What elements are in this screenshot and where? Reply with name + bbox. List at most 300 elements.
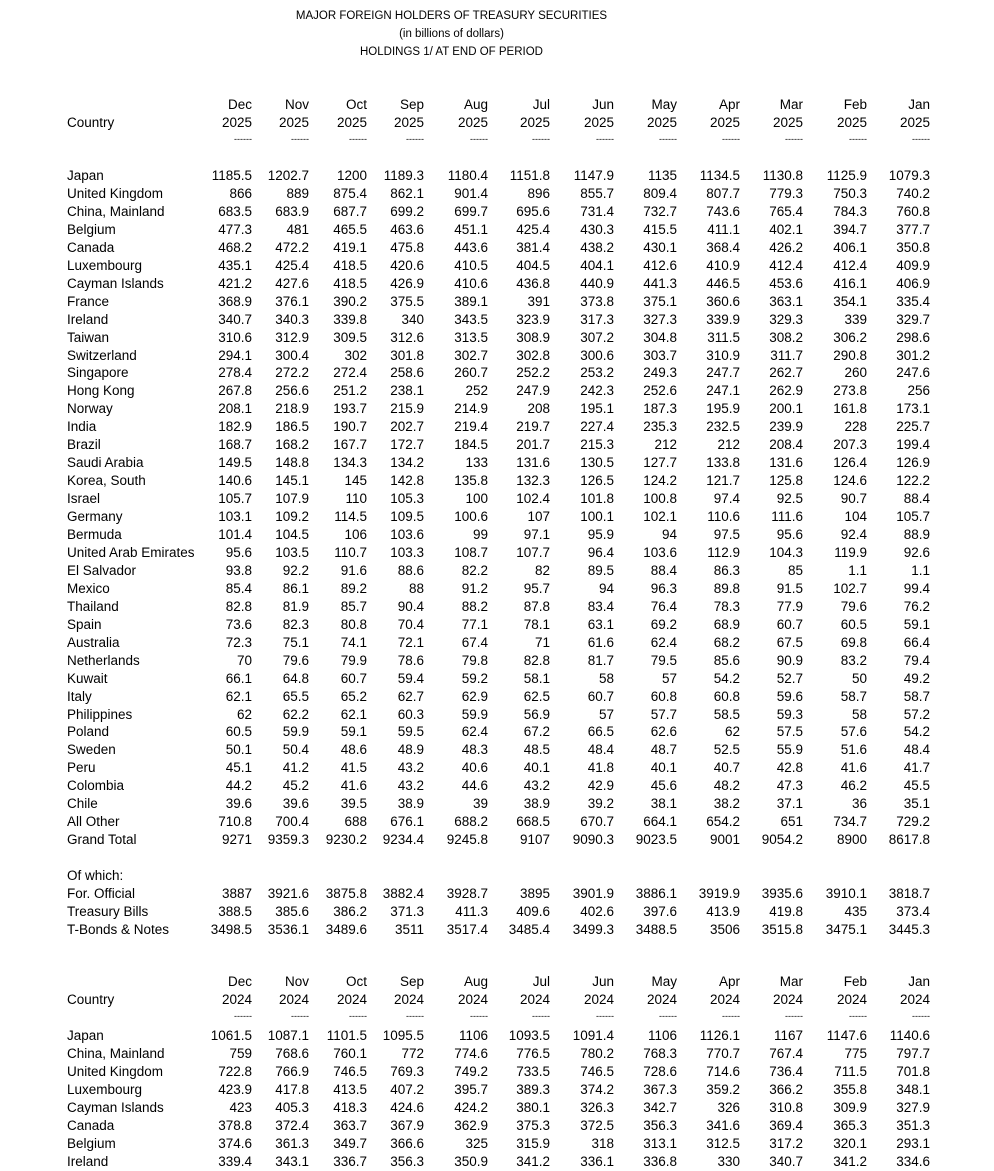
value-cell: 695.6 bbox=[516, 203, 550, 219]
value-cell: 59.3 bbox=[776, 706, 803, 722]
value-cell: 3485.4 bbox=[508, 921, 550, 937]
holder-category: For. Official bbox=[67, 886, 136, 901]
value-cell: 59.9 bbox=[282, 724, 309, 740]
table-row bbox=[0, 1081, 994, 1099]
value-cell: 89.2 bbox=[340, 580, 367, 596]
value-cell: 273.8 bbox=[833, 383, 867, 399]
of-which-row bbox=[0, 921, 994, 939]
value-cell: 52.7 bbox=[776, 670, 803, 686]
value-cell: 103.1 bbox=[218, 509, 252, 525]
value-cell: 369.4 bbox=[769, 1117, 803, 1133]
value-cell: 3901.9 bbox=[572, 886, 614, 901]
value-cell: 1151.8 bbox=[509, 168, 550, 183]
column-month: Oct bbox=[345, 974, 367, 989]
value-cell: 219.7 bbox=[516, 419, 550, 435]
column-year: 2024 bbox=[583, 992, 614, 1007]
table-row bbox=[0, 436, 994, 454]
value-cell: 278.4 bbox=[218, 365, 252, 381]
value-cell: 100.6 bbox=[454, 509, 488, 525]
value-cell: 750.3 bbox=[833, 185, 867, 201]
value-cell: 88.4 bbox=[903, 491, 930, 507]
value-cell: 252 bbox=[465, 383, 488, 399]
value-cell: 82 bbox=[534, 562, 550, 578]
value-cell: 1180.4 bbox=[447, 168, 488, 183]
value-cell: 438.2 bbox=[580, 239, 614, 255]
value-cell: 390.2 bbox=[333, 293, 367, 309]
value-cell: 69.2 bbox=[650, 616, 677, 632]
column-month: Apr bbox=[718, 974, 740, 989]
value-cell: 63.1 bbox=[587, 616, 614, 632]
value-cell: 760.8 bbox=[896, 203, 930, 219]
value-cell: 101.8 bbox=[580, 491, 614, 507]
value-cell: 88.2 bbox=[461, 598, 488, 614]
value-cell: 475.8 bbox=[390, 239, 424, 255]
value-cell: 215.9 bbox=[390, 401, 424, 417]
value-cell: 182.9 bbox=[218, 419, 252, 435]
value-cell: 3489.6 bbox=[325, 921, 367, 937]
value-cell: 94 bbox=[598, 580, 614, 596]
table-row bbox=[0, 723, 994, 741]
value-cell: 310.9 bbox=[706, 347, 740, 363]
value-cell: 48.4 bbox=[903, 742, 930, 758]
value-cell: 65.5 bbox=[282, 688, 309, 704]
value-cell: 208 bbox=[527, 401, 550, 417]
value-cell: 303.7 bbox=[643, 347, 677, 363]
value-cell: 339.4 bbox=[218, 1153, 252, 1169]
value-cell: 103.6 bbox=[643, 544, 677, 560]
table-row bbox=[0, 508, 994, 526]
value-cell: 311.7 bbox=[770, 347, 803, 363]
value-cell: 62.5 bbox=[523, 688, 550, 704]
value-cell: 3875.8 bbox=[325, 886, 367, 901]
value-cell: 56.9 bbox=[523, 706, 550, 722]
value-cell: 71 bbox=[534, 634, 550, 650]
value-cell: 65.2 bbox=[340, 688, 367, 704]
value-cell: 423 bbox=[229, 1099, 252, 1115]
value-cell: 119.9 bbox=[834, 544, 867, 560]
value-cell: 423.9 bbox=[218, 1081, 252, 1097]
country-name: Bermuda bbox=[67, 527, 122, 542]
table-row bbox=[0, 688, 994, 706]
value-cell: 300.6 bbox=[580, 347, 614, 363]
value-cell: 325 bbox=[465, 1135, 488, 1151]
value-cell: 699.7 bbox=[454, 203, 488, 219]
value-cell: 39 bbox=[472, 796, 488, 812]
value-cell: 70 bbox=[236, 652, 252, 668]
value-cell: 218.9 bbox=[275, 401, 309, 417]
value-cell: 1126.1 bbox=[699, 1028, 740, 1043]
value-cell: 318 bbox=[591, 1135, 614, 1151]
value-cell: 58.5 bbox=[713, 706, 740, 722]
value-cell: 341.2 bbox=[833, 1153, 867, 1169]
value-cell: 774.6 bbox=[454, 1045, 488, 1061]
value-cell: 228 bbox=[844, 419, 867, 435]
value-cell: 145.1 bbox=[275, 473, 309, 489]
table-row bbox=[0, 544, 994, 562]
value-cell: 356.3 bbox=[390, 1153, 424, 1169]
value-cell: 133.8 bbox=[706, 455, 740, 471]
country-name: Taiwan bbox=[67, 329, 110, 345]
value-cell: 48.3 bbox=[461, 742, 488, 758]
value-cell: 66.1 bbox=[225, 670, 252, 686]
value-cell: 49.2 bbox=[903, 670, 930, 686]
value-cell: 381.4 bbox=[516, 239, 550, 255]
value-cell: 412.4 bbox=[769, 257, 803, 273]
table-row bbox=[0, 1099, 994, 1117]
value-cell: 759 bbox=[229, 1045, 252, 1061]
value-cell: 411.1 bbox=[707, 221, 740, 237]
value-cell: 683.9 bbox=[275, 203, 309, 219]
value-cell: 1189.3 bbox=[383, 168, 424, 183]
value-cell: 100.8 bbox=[643, 491, 677, 507]
value-cell: 195.9 bbox=[706, 401, 740, 417]
value-cell: 251.2 bbox=[333, 383, 367, 399]
value-cell: 78.3 bbox=[713, 598, 740, 614]
value-cell: 97.1 bbox=[523, 527, 550, 542]
value-cell: 232.5 bbox=[706, 419, 740, 435]
country-name: India bbox=[67, 419, 97, 435]
value-cell: 57.2 bbox=[903, 706, 930, 722]
value-cell: 807.7 bbox=[706, 185, 740, 201]
column-underline: ------ bbox=[912, 1011, 930, 1021]
value-cell: 114.5 bbox=[334, 509, 367, 525]
value-cell: 208.4 bbox=[769, 437, 803, 453]
column-year: 2025 bbox=[583, 115, 614, 130]
value-cell: 1135 bbox=[647, 168, 677, 183]
value-cell: 43.2 bbox=[397, 778, 424, 794]
table-row bbox=[0, 275, 994, 293]
value-cell: 73.6 bbox=[225, 616, 252, 632]
value-cell: 373.8 bbox=[580, 293, 614, 309]
value-cell: 135.8 bbox=[454, 473, 488, 489]
value-cell: 1087.1 bbox=[267, 1028, 309, 1043]
table-row bbox=[0, 759, 994, 777]
value-cell: 317.3 bbox=[580, 311, 614, 327]
country-name: Chile bbox=[67, 796, 98, 812]
value-cell: 125.8 bbox=[769, 473, 803, 489]
value-cell: 365.3 bbox=[833, 1117, 867, 1133]
value-cell: 75.1 bbox=[282, 634, 309, 650]
column-year: 2024 bbox=[393, 992, 424, 1007]
value-cell: 79.5 bbox=[650, 652, 677, 668]
value-cell: 55.9 bbox=[776, 742, 803, 758]
country-name: Switzerland bbox=[67, 347, 137, 363]
value-cell: 60.7 bbox=[776, 616, 803, 632]
value-cell: 57.7 bbox=[650, 706, 677, 722]
value-cell: 327.9 bbox=[896, 1099, 930, 1115]
column-month: Nov bbox=[284, 97, 309, 112]
report-title: MAJOR FOREIGN HOLDERS OF TREASURY SECURITIES bbox=[295, 10, 608, 22]
column-year: 2025 bbox=[899, 115, 930, 130]
country-name: Australia bbox=[67, 634, 120, 650]
value-cell: 104.5 bbox=[275, 527, 309, 542]
table-row bbox=[0, 185, 994, 203]
value-cell: 212 bbox=[717, 437, 740, 453]
value-cell: 301.2 bbox=[896, 347, 930, 363]
value-cell: 329.3 bbox=[769, 311, 803, 327]
value-cell: 443.6 bbox=[454, 239, 488, 255]
table-row bbox=[0, 257, 994, 275]
value-cell: 58 bbox=[851, 706, 867, 722]
value-cell: 430.1 bbox=[643, 239, 677, 255]
value-cell: 88.6 bbox=[397, 562, 424, 578]
value-cell: 417.8 bbox=[275, 1081, 309, 1097]
value-cell: 91.6 bbox=[340, 562, 367, 578]
value-cell: 104 bbox=[844, 509, 867, 525]
value-cell: 339.8 bbox=[333, 311, 367, 327]
value-cell: 256 bbox=[907, 383, 930, 399]
table-row bbox=[0, 795, 994, 813]
value-cell: 247.7 bbox=[706, 365, 740, 381]
column-month: Jun bbox=[592, 97, 614, 112]
value-cell: 51.6 bbox=[840, 742, 867, 758]
value-cell: 453.6 bbox=[769, 275, 803, 291]
value-cell: 50 bbox=[851, 670, 867, 686]
value-cell: 105.3 bbox=[390, 491, 424, 507]
value-cell: 306.2 bbox=[833, 329, 867, 345]
value-cell: 425.4 bbox=[516, 221, 550, 237]
country-name: United Kingdom bbox=[67, 185, 164, 201]
value-cell: 343.5 bbox=[454, 311, 488, 327]
value-cell: 463.6 bbox=[390, 221, 424, 237]
value-cell: 247.1 bbox=[706, 383, 740, 399]
value-cell: 809.4 bbox=[643, 185, 677, 201]
value-cell: 214.9 bbox=[454, 401, 488, 417]
value-cell: 420.6 bbox=[390, 257, 424, 273]
value-cell: 68.9 bbox=[713, 616, 740, 632]
value-cell: 481 bbox=[286, 221, 309, 237]
value-cell: 363.1 bbox=[769, 293, 803, 309]
value-cell: 92.2 bbox=[282, 562, 309, 578]
country-name: El Salvador bbox=[67, 562, 137, 578]
value-cell: 148.8 bbox=[275, 455, 309, 471]
value-cell: 313.1 bbox=[643, 1135, 677, 1151]
value-cell: 3919.9 bbox=[698, 886, 740, 901]
value-cell: 9271 bbox=[221, 832, 252, 848]
value-cell: 80.8 bbox=[340, 616, 367, 632]
value-cell: 111.6 bbox=[771, 509, 803, 525]
value-cell: 300.4 bbox=[275, 347, 309, 363]
value-cell: 404.1 bbox=[580, 257, 614, 273]
value-cell: 468.2 bbox=[218, 239, 252, 255]
country-name: Mexico bbox=[67, 580, 110, 596]
value-cell: 412.6 bbox=[643, 257, 677, 273]
country-name: Israel bbox=[67, 491, 101, 507]
value-cell: 784.3 bbox=[833, 203, 867, 219]
value-cell: 317.2 bbox=[769, 1135, 803, 1151]
value-cell: 184.5 bbox=[454, 437, 488, 453]
value-cell: 145 bbox=[344, 473, 367, 489]
country-name: Brazil bbox=[67, 437, 101, 453]
value-cell: 427.6 bbox=[275, 275, 309, 291]
country-name: Cayman Islands bbox=[67, 275, 164, 291]
value-cell: 78.6 bbox=[397, 652, 424, 668]
value-cell: 676.1 bbox=[390, 814, 424, 830]
table-row bbox=[0, 526, 994, 544]
value-cell: 732.7 bbox=[643, 203, 677, 219]
value-cell: 410.6 bbox=[454, 275, 488, 291]
column-month: Oct bbox=[345, 97, 367, 112]
country-name: France bbox=[67, 293, 110, 309]
value-cell: 101.4 bbox=[218, 527, 252, 542]
table-row bbox=[0, 562, 994, 580]
value-cell: 746.5 bbox=[333, 1063, 367, 1079]
value-cell: 167.7 bbox=[333, 437, 367, 453]
value-cell: 385.6 bbox=[275, 903, 309, 919]
value-cell: 766.9 bbox=[275, 1063, 309, 1079]
value-cell: 102.1 bbox=[643, 509, 677, 525]
value-cell: 743.6 bbox=[706, 203, 740, 219]
table-row bbox=[0, 167, 994, 185]
value-cell: 419.1 bbox=[333, 239, 367, 255]
country-name: Ireland bbox=[67, 1153, 109, 1169]
value-cell: 413.5 bbox=[333, 1081, 367, 1097]
table-row bbox=[0, 1117, 994, 1135]
country-name: China, Mainland bbox=[67, 1045, 165, 1061]
table-row bbox=[0, 221, 994, 239]
country-name: All Other bbox=[67, 814, 120, 830]
value-cell: 374.6 bbox=[218, 1135, 252, 1151]
value-cell: 260 bbox=[844, 365, 867, 381]
value-cell: 769.3 bbox=[390, 1063, 424, 1079]
country-name: Canada bbox=[67, 1117, 115, 1133]
value-cell: 41.7 bbox=[903, 760, 930, 776]
value-cell: 186.5 bbox=[275, 419, 309, 435]
value-cell: 83.4 bbox=[587, 598, 614, 614]
country-name: Kuwait bbox=[67, 670, 108, 686]
value-cell: 60.8 bbox=[713, 688, 740, 704]
value-cell: 110 bbox=[345, 491, 367, 507]
value-cell: 356.3 bbox=[643, 1117, 677, 1133]
value-cell: 193.7 bbox=[333, 401, 367, 417]
value-cell: 122.2 bbox=[896, 473, 930, 489]
value-cell: 1093.5 bbox=[508, 1028, 550, 1043]
table-row bbox=[0, 634, 994, 652]
column-month: Jul bbox=[532, 97, 550, 112]
table-row bbox=[0, 382, 994, 400]
value-cell: 3498.5 bbox=[210, 921, 252, 937]
value-cell: 219.4 bbox=[454, 419, 488, 435]
country-name: Hong Kong bbox=[67, 383, 135, 399]
value-cell: 102.4 bbox=[516, 491, 550, 507]
value-cell: 409.6 bbox=[516, 903, 550, 919]
value-cell: 76.4 bbox=[650, 598, 677, 614]
country-name: Saudi Arabia bbox=[67, 455, 144, 471]
value-cell: 348.1 bbox=[896, 1081, 930, 1097]
column-year: 2025 bbox=[519, 115, 550, 130]
value-cell: 355.8 bbox=[833, 1081, 867, 1097]
country-name: Germany bbox=[67, 509, 123, 525]
table-row bbox=[0, 652, 994, 670]
value-cell: 97.4 bbox=[713, 491, 740, 507]
value-cell: 9001 bbox=[709, 832, 740, 848]
value-cell: 161.8 bbox=[833, 401, 867, 417]
value-cell: 3445.3 bbox=[888, 921, 930, 937]
value-cell: 746.5 bbox=[580, 1063, 614, 1079]
value-cell: 272.4 bbox=[333, 365, 367, 381]
table-row bbox=[0, 598, 994, 616]
table-row bbox=[0, 1135, 994, 1153]
value-cell: 86.1 bbox=[282, 580, 309, 596]
value-cell: 202.7 bbox=[390, 419, 424, 435]
country-name: Sweden bbox=[67, 742, 116, 758]
value-cell: 41.6 bbox=[340, 778, 367, 794]
value-cell: 201.7 bbox=[516, 437, 550, 453]
value-cell: 386.2 bbox=[333, 903, 367, 919]
value-cell: 93.8 bbox=[225, 562, 252, 578]
value-cell: 38.1 bbox=[650, 796, 677, 812]
value-cell: 340.7 bbox=[218, 311, 252, 327]
country-name: United Kingdom bbox=[67, 1063, 164, 1079]
value-cell: 74.1 bbox=[340, 634, 367, 650]
value-cell: 330 bbox=[717, 1153, 740, 1169]
value-cell: 57 bbox=[661, 670, 677, 686]
of-which-row bbox=[0, 903, 994, 921]
value-cell: 126.9 bbox=[896, 455, 930, 471]
table-row bbox=[0, 418, 994, 436]
value-cell: 407.2 bbox=[390, 1081, 424, 1097]
value-cell: 60.5 bbox=[225, 724, 252, 740]
value-cell: 734.7 bbox=[833, 814, 867, 830]
value-cell: 97.5 bbox=[713, 527, 740, 542]
value-cell: 91.2 bbox=[461, 580, 488, 596]
value-cell: 131.6 bbox=[516, 455, 550, 471]
value-cell: 339.9 bbox=[706, 311, 740, 327]
value-cell: 89.5 bbox=[587, 562, 614, 578]
column-header-country: Country bbox=[67, 992, 115, 1007]
value-cell: 46.2 bbox=[840, 778, 867, 794]
value-cell: 424.2 bbox=[454, 1099, 488, 1115]
value-cell: 9023.5 bbox=[635, 832, 677, 848]
value-cell: 102.7 bbox=[833, 580, 867, 596]
value-cell: 714.6 bbox=[706, 1063, 740, 1079]
value-cell: 1106 bbox=[647, 1028, 677, 1043]
value-cell: 77.1 bbox=[461, 616, 488, 632]
value-cell: 9230.2 bbox=[325, 832, 367, 848]
value-cell: 85.6 bbox=[713, 652, 740, 668]
value-cell: 3517.4 bbox=[446, 921, 488, 937]
value-cell: 360.6 bbox=[706, 293, 740, 309]
value-cell: 404.5 bbox=[516, 257, 550, 273]
value-cell: 42.8 bbox=[776, 760, 803, 776]
column-year: 2025 bbox=[336, 115, 367, 130]
value-cell: 354.1 bbox=[833, 293, 867, 309]
country-name: Singapore bbox=[67, 365, 129, 381]
value-cell: 1147.9 bbox=[573, 168, 614, 183]
value-cell: 371.3 bbox=[390, 903, 424, 919]
column-year: 2024 bbox=[709, 992, 740, 1007]
column-underline: ------ bbox=[722, 134, 740, 144]
value-cell: 373.4 bbox=[896, 903, 930, 919]
column-month: Jan bbox=[908, 974, 930, 989]
value-cell: 424.6 bbox=[390, 1099, 424, 1115]
value-cell: 81.7 bbox=[587, 652, 614, 668]
value-cell: 350.9 bbox=[454, 1153, 488, 1169]
value-cell: 39.6 bbox=[282, 796, 309, 812]
value-cell: 62 bbox=[724, 724, 740, 740]
value-cell: 59.2 bbox=[461, 670, 488, 686]
value-cell: 426.2 bbox=[769, 239, 803, 255]
value-cell: 59.9 bbox=[461, 706, 488, 722]
country-name: United Arab Emirates bbox=[67, 544, 195, 560]
country-name: Belgium bbox=[67, 221, 116, 237]
value-cell: 363.7 bbox=[333, 1117, 367, 1133]
column-year: 2024 bbox=[221, 992, 252, 1007]
value-cell: 133 bbox=[465, 455, 488, 471]
value-cell: 3935.6 bbox=[761, 886, 803, 901]
value-cell: 58 bbox=[598, 670, 614, 686]
value-cell: 1.1 bbox=[848, 562, 867, 578]
